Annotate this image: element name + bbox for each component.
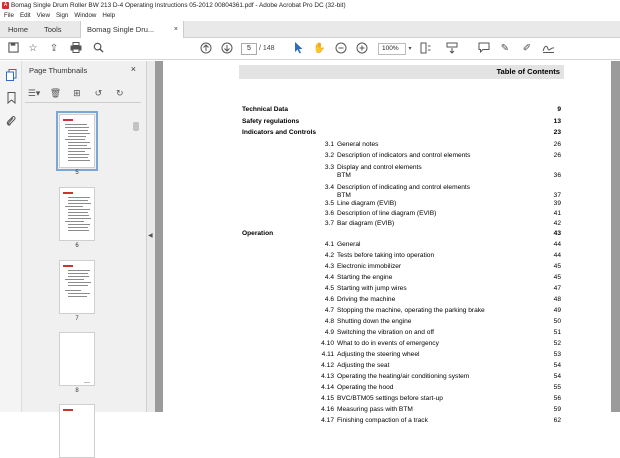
tab-home[interactable]: Home	[8, 25, 29, 34]
zoom-in-icon[interactable]	[355, 42, 369, 56]
hand-tool-icon[interactable]: ✋	[313, 43, 326, 54]
toc-entry-title: Shutting down the engine	[337, 318, 412, 325]
toc-entry-number: 4.5	[324, 285, 334, 292]
menu-view[interactable]: View	[36, 12, 50, 19]
toc-entry-title: Description of indicating and control elements	[337, 184, 471, 191]
panel-divider	[25, 102, 141, 103]
thumbnail-toolbar	[26, 83, 140, 99]
toc-page-number: 39	[553, 200, 561, 207]
toc-page-number: 44	[553, 241, 561, 248]
toc-page-number: 51	[553, 329, 561, 336]
pdf-page	[163, 61, 611, 424]
toc-entry-number: 3.6	[324, 210, 334, 217]
toc-page-number: 26	[553, 152, 561, 159]
tab-bar	[0, 21, 620, 38]
save-icon[interactable]	[6, 42, 20, 56]
toc-page-number: 54	[553, 373, 561, 380]
acrobat-app-icon: A	[3, 2, 8, 8]
thumbnail-label: 6	[75, 243, 79, 249]
toc-entry-title: General	[337, 241, 361, 248]
toc-entry-number: 4.9	[324, 329, 334, 336]
toc-chapter[interactable]	[242, 118, 299, 126]
toc-entry-title: Stopping the machine, operating the parking brake	[337, 307, 485, 314]
close-tab-icon[interactable]: ×	[173, 26, 178, 33]
tab-tools[interactable]: Tools	[44, 25, 62, 34]
toc-page-number: 59	[553, 406, 561, 413]
main-toolbar	[0, 38, 620, 60]
toc-page-number: 53	[553, 351, 561, 358]
thumbnail-page-7[interactable]	[59, 260, 95, 314]
toc-entry-title: Line diagram (EVIB)	[337, 200, 397, 207]
toc-entry-title: Driving the machine	[337, 296, 396, 303]
toc-page-number: 43	[553, 230, 561, 237]
thumbnail-scrollbar-thumb[interactable]	[133, 122, 139, 131]
previous-page-icon[interactable]	[199, 42, 213, 56]
tab-document[interactable]	[80, 21, 184, 39]
toc-chapter[interactable]	[242, 129, 316, 137]
page-thumbnails-panel	[22, 61, 147, 412]
toc-page-number: 62	[553, 417, 561, 424]
toc-page-number: 45	[553, 274, 561, 281]
toc-entry-number: 3.4	[324, 184, 334, 191]
toc-entry-number: 4.14	[321, 384, 334, 391]
toc-entry-title: Operating the hood	[337, 384, 394, 391]
toc-entry-number: 4.13	[321, 373, 334, 380]
title-bar	[0, 0, 620, 11]
toc-page-number: 23	[553, 129, 561, 136]
panel-splitter[interactable]	[147, 61, 155, 412]
toc-entry-number: 4.1	[324, 241, 334, 248]
toc-entry-number: 4.7	[324, 307, 334, 314]
toc-entry-title: Display and control elements	[337, 164, 422, 171]
toc-page-number: 47	[553, 285, 561, 292]
scroll-mode-icon[interactable]	[445, 42, 459, 56]
toc-entry-title: Bar diagram (EVIB)	[337, 220, 395, 227]
toc-entry-title-continued: BTM	[337, 172, 351, 179]
menu-sign[interactable]: Sign	[55, 12, 69, 19]
page-total: / 148	[259, 45, 275, 52]
attachments-icon[interactable]	[4, 115, 18, 129]
toc-page-number: 52	[553, 340, 561, 347]
bookmarks-icon[interactable]	[4, 92, 18, 106]
toc-entry-number: 4.6	[324, 296, 334, 303]
page-display-icon[interactable]	[419, 42, 433, 56]
toc-entry-number: 4.12	[321, 362, 334, 369]
page-thumbnails-icon[interactable]	[4, 69, 18, 83]
toc-entry-title: Measuring pass with BTM	[337, 406, 413, 413]
toc-entry-title: What to do in events of emergency	[337, 340, 439, 347]
toc-entry-number: 4.2	[324, 252, 334, 259]
toc-entry-number: 4.8	[324, 318, 334, 325]
toc-entry-title: Switching the vibration on and off	[337, 329, 435, 336]
toc-page-number: 36	[553, 172, 561, 179]
thumbnail-page-6[interactable]	[59, 187, 95, 241]
toc-entry-number: 4.16	[321, 406, 334, 413]
toc-entry-number: 4.17	[321, 417, 334, 424]
toc-page-number: 13	[553, 118, 561, 125]
comment-icon[interactable]	[477, 42, 491, 56]
toc-page-number: 55	[553, 384, 561, 391]
toc-entry-title: General notes	[337, 141, 379, 148]
fill-sign-icon[interactable]	[541, 42, 555, 56]
toc-entry-title: Adjusting the steering wheel	[337, 351, 420, 358]
toc-entry-title: Safety regulations	[242, 118, 300, 125]
toc-page-number: 42	[553, 220, 561, 227]
thumbnail-page-9[interactable]	[59, 404, 95, 458]
rotate-clockwise-icon[interactable]: ↻	[116, 88, 124, 98]
select-cursor-icon[interactable]	[292, 42, 304, 56]
toc-page-number: 9	[557, 106, 561, 113]
thumbnail-label: 5	[75, 170, 79, 176]
toc-page-number: 50	[553, 318, 561, 325]
collapse-panel-icon[interactable]: ◀	[148, 233, 153, 239]
toc-entry-title: BVC/BTM05 settings before start-up	[337, 395, 443, 402]
next-page-icon[interactable]	[220, 42, 234, 56]
thumbnail-scrollbar[interactable]	[132, 106, 139, 406]
toc-page-number: 56	[553, 395, 561, 402]
toc-entry-title: Electronic immobilizer	[337, 263, 402, 270]
thumbnail-options-icon[interactable]: ☰▾	[27, 88, 41, 98]
zoom-out-icon[interactable]	[334, 42, 348, 56]
window-title: Bomag Single Drum Roller BW 213 D-4 Operating Instructions 05-2012 00804361.pdf - Adobe Acrobat Pro DC (32-bit)	[11, 2, 346, 9]
print-icon[interactable]	[69, 42, 83, 56]
thumbnail-label: 8	[75, 388, 79, 394]
toc-page-number: 41	[553, 210, 561, 217]
toc-entry-title-continued: BTM	[337, 192, 351, 199]
thumbnail-label: 7	[75, 316, 79, 322]
delete-page-icon[interactable]: 🗑	[49, 88, 62, 98]
panel-title: Page Thumbnails	[29, 66, 88, 75]
toc-page-number: 37	[553, 192, 561, 199]
toc-entry-title: Description of indicators and control elements	[337, 152, 471, 159]
menu-edit[interactable]: Edit	[19, 12, 31, 19]
navigation-rail	[0, 61, 22, 412]
toc-chapter[interactable]	[242, 106, 288, 114]
toc-page-number: 54	[553, 362, 561, 369]
toc-title: Table of Contents	[496, 67, 560, 76]
toc-entry-number: 3.5	[324, 200, 334, 207]
menu-window[interactable]: Window	[74, 12, 97, 19]
toc-entry-title: Finishing compaction of a track	[337, 417, 428, 424]
bookmark-star-icon[interactable]: ☆	[28, 43, 38, 54]
page-number-input[interactable]: 5	[241, 43, 257, 55]
thumbnail-page-8[interactable]	[59, 332, 95, 386]
highlight-pen-icon[interactable]: ✎	[500, 43, 510, 54]
toc-entry-number: 4.11	[321, 351, 334, 358]
toc-entry-number: 4.4	[324, 274, 334, 281]
toc-entry-title: Starting the engine	[337, 274, 393, 281]
toc-entry-title: Adjusting the seat	[337, 362, 390, 369]
toc-entry-number: 4.10	[321, 340, 334, 347]
zoom-dropdown-chevron-icon[interactable]: ▾	[408, 46, 412, 52]
toc-page-number: 26	[553, 141, 561, 148]
search-icon[interactable]	[91, 42, 105, 56]
menu-file[interactable]: File	[4, 12, 14, 19]
toc-entry-title: Indicators and Controls	[242, 129, 317, 136]
tab-document-label: Bomag Single Dru...	[87, 25, 155, 34]
menu-bar	[0, 11, 620, 21]
toc-page-number: 45	[553, 263, 561, 270]
toc-entry-title: Starting with jump wires	[337, 285, 407, 292]
insert-page-icon[interactable]: ⊞	[73, 88, 81, 98]
toc-entry-number: 3.2	[324, 152, 334, 159]
toc-entry-number: 4.15	[321, 395, 334, 402]
toc-entry-number: 3.3	[324, 164, 334, 171]
menu-help[interactable]: Help	[102, 12, 116, 19]
toc-page-number: 49	[553, 307, 561, 314]
draw-icon[interactable]: ✐	[522, 43, 532, 54]
toc-chapter[interactable]	[242, 230, 273, 238]
thumbnail-page-5[interactable]	[59, 114, 95, 168]
rotate-counterclockwise-icon[interactable]: ↺	[94, 88, 103, 98]
toc-entry-title: Operation	[242, 230, 274, 237]
toc-entry-number: 4.3	[324, 263, 334, 270]
toc-page-number: 48	[553, 296, 561, 303]
toc-entry-title: Technical Data	[242, 106, 289, 113]
toc-page-number: 44	[553, 252, 561, 259]
toc-entry-number: 3.1	[324, 141, 334, 148]
toc-entry-number: 3.7	[324, 220, 334, 227]
toc-entry-title: Operating the heating/air conditioning system	[337, 373, 470, 380]
toc-header-bar	[239, 65, 564, 79]
zoom-level-select[interactable]: 100%	[378, 43, 406, 55]
close-panel-icon[interactable]: ×	[130, 64, 136, 74]
toc-entry-title: Tests before taking into operation	[337, 252, 435, 259]
toc-entry-title: Description of line diagram (EVIB)	[337, 210, 437, 217]
document-view[interactable]	[155, 61, 620, 424]
upload-icon[interactable]: ⇪	[49, 43, 59, 54]
